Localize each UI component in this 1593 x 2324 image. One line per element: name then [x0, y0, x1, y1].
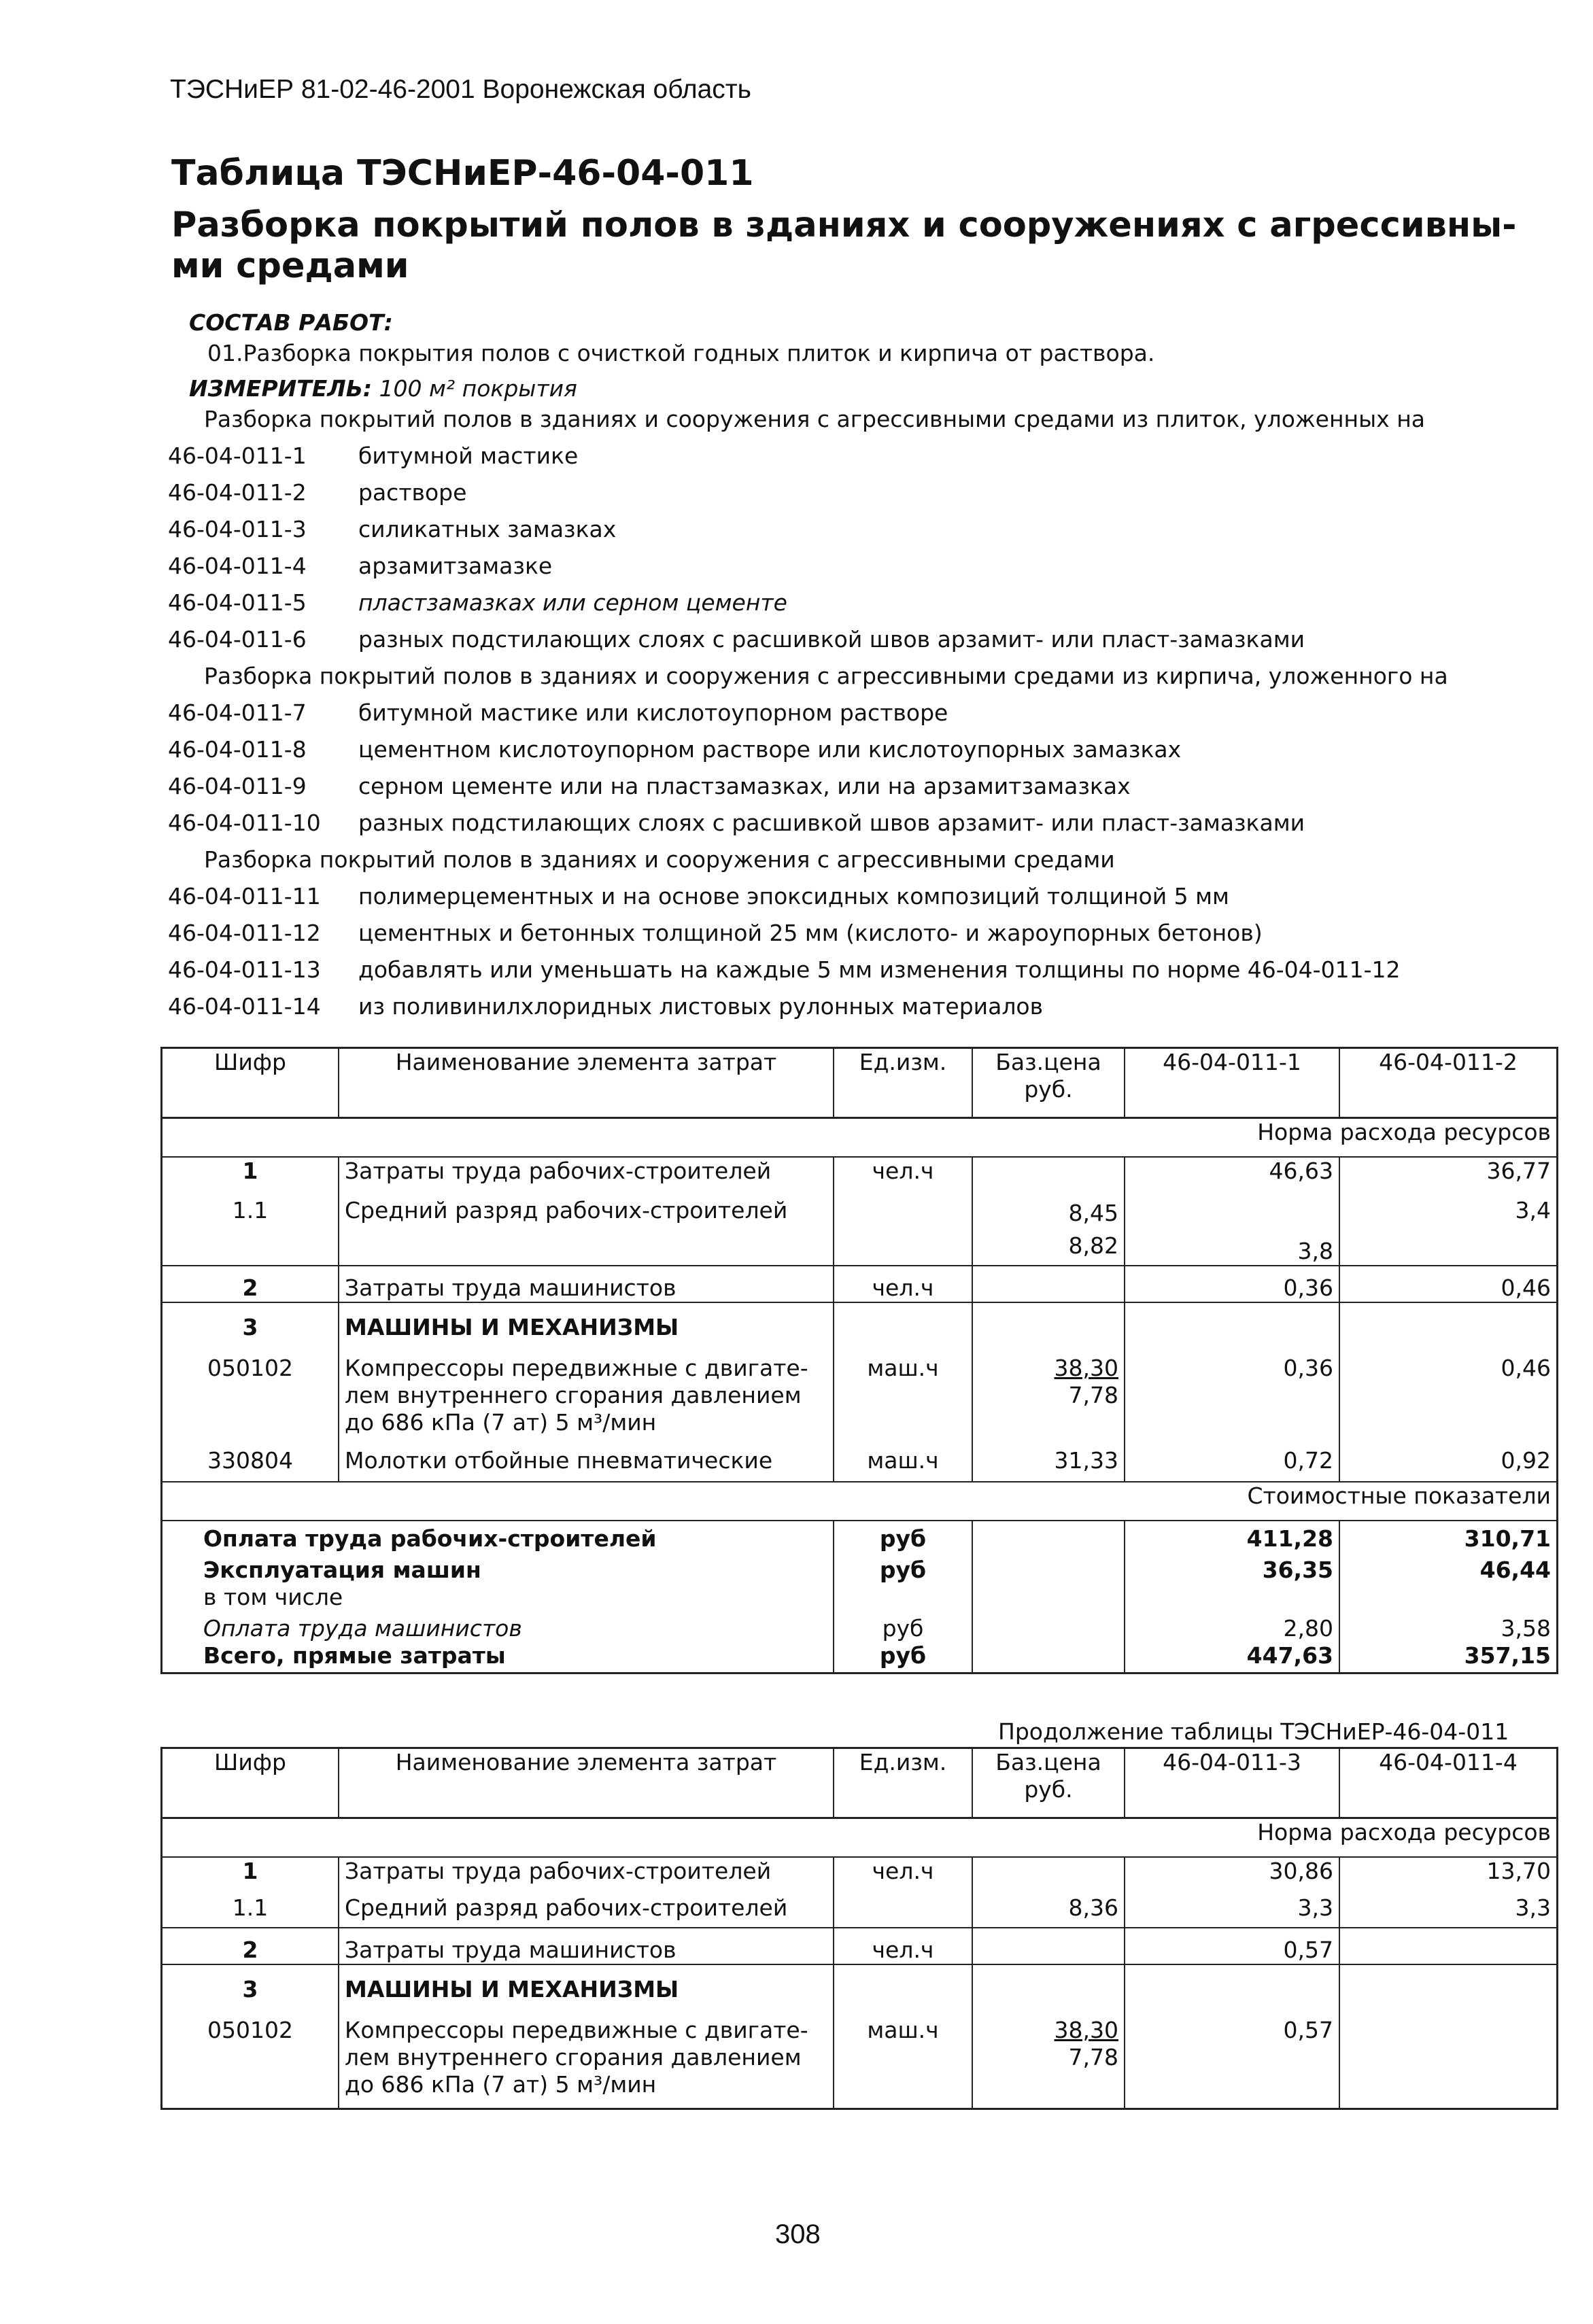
table-row: 050102 Компрессоры передвижные с двигате-лем внутреннего сгорания давлением до 686 кПа (7 ат) 5 м³/мин маш.ч 38,30 7,78 0,57: [162, 2017, 1558, 2109]
band-norms-label: Норма расхода ресурсов: [339, 1118, 1558, 1158]
table-row: 050102 Компрессоры передвижные с двигате-лем внутреннего сгорания давлением до 686 кПа (7 ат) 5 м³/мин маш.ч 38,30 7,78 0,36 0,46: [162, 1355, 1558, 1436]
band-norms: Норма расхода ресурсов: [162, 1818, 1558, 1858]
table-subtitle: Разборка покрытий полов в зданиях и сооружениях с агрессивны-ми средами: [171, 205, 1517, 286]
table-header-row: [162, 1048, 1558, 1118]
header-name: Наименование элемента затрат: [339, 1048, 834, 1118]
table-row: Оплата труда машинистов руб 2,80 3,58: [162, 1611, 1558, 1642]
group-heading: Разборка покрытий полов в зданиях и сооружения с агрессивными средами из кирпича, уложенного на: [204, 663, 1448, 689]
header-col-b: 46-04-011-4: [1339, 1748, 1558, 1818]
table-row: 330804 Молотки отбойные пневматические маш.ч 31,33 0,72 0,92: [162, 1436, 1558, 1482]
table-title: Таблица ТЭСНиЕР-46-04-011: [171, 153, 754, 194]
table-row: Оплата труда рабочих-строителей руб 411,28 310,71: [162, 1521, 1558, 1553]
list-item: 46-04-011-3 силикатных замазках: [168, 516, 617, 542]
group-heading: Разборка покрытий полов в зданиях и сооружения с агрессивными средами из плиток, уложенных на: [204, 406, 1425, 432]
work-composition-text: 01.Разборка покрытия полов с очисткой годных плиток и кирпича от раствора.: [207, 340, 1155, 366]
table-row: 2 Затраты труда машинистов чел.ч 0,36 0,46: [162, 1266, 1558, 1302]
meter-line: [189, 375, 577, 402]
table-row: 3 МАШИНЫ И МЕХАНИЗМЫ: [162, 1964, 1558, 2017]
list-item: 46-04-011-9 серном цементе или на пластзамазках, или на арзамитзамазках: [168, 773, 1131, 799]
list-item: 46-04-011-4 арзамитзамазке: [168, 553, 553, 579]
list-item: 46-04-011-14 из поливинилхлоридных листовых рулонных материалов: [168, 993, 1044, 1020]
header-col-b: 46-04-011-2: [1339, 1048, 1558, 1118]
table-row: 1 Затраты труда рабочих-строителей чел.ч 46,63 36,77: [162, 1157, 1558, 1185]
header-col-a: 46-04-011-3: [1125, 1748, 1339, 1818]
table-row: в том числе: [162, 1584, 1558, 1611]
work-composition-label: СОСТАВ РАБОТ:: [189, 309, 393, 336]
list-item: 46-04-011-5 пластзамазках или серном цементе: [168, 589, 787, 616]
table-row: 1 Затраты труда рабочих-строителей чел.ч 30,86 13,70: [162, 1857, 1558, 1885]
list-item: 46-04-011-6 разных подстилающих слоях с расшивкой швов арзамит- или пласт-замазками: [168, 626, 1305, 653]
table-row: 2 Затраты труда машинистов чел.ч 0,57: [162, 1928, 1558, 1964]
header-price: Баз.цена руб.: [972, 1048, 1125, 1118]
list-item: 46-04-011-12 цементных и бетонных толщиной 25 мм (кислото- и жароупорных бетонов): [168, 920, 1263, 946]
band-costs: [162, 1482, 1558, 1521]
continuation-note: Продолжение таблицы ТЭСНиЕР-46-04-011: [998, 1718, 1509, 1745]
page-number: 308: [775, 2219, 821, 2249]
table-row: Эксплуатация машин руб 36,35 46,44: [162, 1553, 1558, 1584]
cost-table-1: [160, 1047, 1558, 1674]
list-item: 46-04-011-10 разных подстилающих слоях с расшивкой швов арзамит- или пласт-замазками: [168, 810, 1305, 836]
table-row: 3 МАШИНЫ И МЕХАНИЗМЫ: [162, 1302, 1558, 1355]
band-norms: [162, 1118, 1558, 1158]
list-item: 46-04-011-7 битумной мастике или кислотоупорном растворе: [168, 699, 948, 726]
meter-value: 100 м² покрытия: [379, 375, 577, 402]
group-heading: Разборка покрытий полов в зданиях и сооружения с агрессивными средами: [204, 846, 1115, 873]
list-item: 46-04-011-11 полимерцементных и на основе эпоксидных композиций толщиной 5 мм: [168, 883, 1229, 909]
meter-label: ИЗМЕРИТЕЛЬ:: [189, 375, 373, 402]
table-row: 1.1 Средний разряд рабочих-строителей 8,36 3,3 3,3: [162, 1885, 1558, 1928]
running-header: ТЭСНиЕР 81-02-46-2001 Воронежская область: [170, 75, 751, 104]
list-item: 46-04-011-1 битумной мастике: [168, 443, 579, 469]
table-header-row: Шифр Наименование элемента затрат Ед.изм. Баз.цена руб. 46-04-011-3 46-04-011-4: [162, 1748, 1558, 1818]
table-row: 1.1 Средний разряд рабочих-строителей 8,45 8,82 3,8 3,4: [162, 1185, 1558, 1266]
header-code: Шифр: [162, 1048, 339, 1118]
cost-table-2: [160, 1747, 1558, 2110]
list-item: 46-04-011-2 растворе: [168, 479, 467, 506]
band-costs-label: Стоимостные показатели: [339, 1482, 1558, 1521]
header-col-a: 46-04-011-1: [1125, 1048, 1339, 1118]
list-item: 46-04-011-8 цементном кислотоупорном растворе или кислотоупорных замазках: [168, 736, 1182, 763]
header-unit: Ед.изм.: [834, 1048, 972, 1118]
table-row: Всего, прямые затраты руб 447,63 357,15: [162, 1642, 1558, 1673]
list-item: 46-04-011-13 добавлять или уменьшать на каждые 5 мм изменения толщины по норме 46-04-011-12: [168, 956, 1401, 983]
